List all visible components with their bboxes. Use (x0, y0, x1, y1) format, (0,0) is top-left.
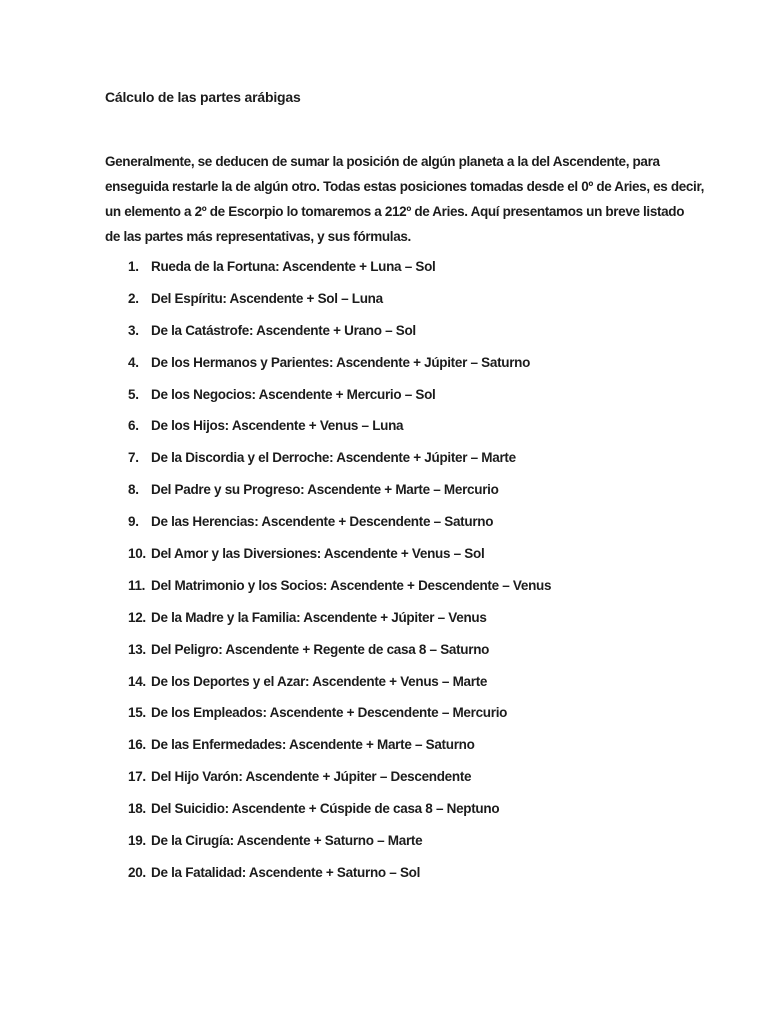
list-item (128, 736, 551, 768)
item-number: 8. (128, 482, 139, 498)
item-number: 9. (128, 514, 139, 530)
item-text: Del Peligro: Ascendente + Regente de casa 8 – Saturno (151, 641, 490, 657)
list-item (128, 386, 551, 418)
list-item (128, 641, 551, 673)
list-item (128, 609, 551, 641)
item-text: Del Matrimonio y los Socios: Ascendente + Descendente – Venus (151, 577, 552, 593)
item-text: De la Catástrofe: Ascendente + Urano – Sol (151, 322, 416, 338)
item-text: De los Hijos: Ascendente + Venus – Luna (151, 418, 404, 434)
item-text: De los Negocios: Ascendente + Mercurio – Sol (151, 386, 436, 402)
item-text: De la Madre y la Familia: Ascendente + Júpiter – Venus (151, 609, 487, 625)
list-item (128, 258, 551, 290)
item-number: 15. (128, 705, 146, 721)
document-title: Cálculo de las partes arábigas (105, 89, 301, 105)
item-text: De los Deportes y el Azar: Ascendente + Venus – Marte (151, 673, 488, 689)
item-number: 16. (128, 737, 146, 753)
list-item (128, 832, 551, 864)
intro-line: enseguida restarle la de algún otro. Todas estas posiciones tomadas desde el 0º de Aries, es decir, (105, 179, 705, 194)
intro-line: de las partes más representativas, y sus fórmulas. (105, 229, 411, 244)
list-item (128, 354, 551, 386)
item-number: 10. (128, 546, 146, 562)
list-item (128, 577, 551, 609)
list-item (128, 513, 551, 545)
item-text: De las Enfermedades: Ascendente + Marte – Saturno (151, 737, 475, 753)
list-item (128, 290, 551, 322)
item-text: De la Fatalidad: Ascendente + Saturno – Sol (151, 864, 421, 880)
intro-paragraph (105, 149, 704, 249)
item-text: Del Suicidio: Ascendente + Cúspide de casa 8 – Neptuno (151, 801, 500, 817)
list-item (128, 864, 551, 896)
list-item (128, 704, 551, 736)
intro-line: Generalmente, se deducen de sumar la posición de algún planeta a la del Ascendente, para (105, 154, 660, 169)
numbered-list (128, 258, 551, 896)
item-text: De la Discordia y el Derroche: Ascendente + Júpiter – Marte (151, 450, 516, 466)
list-item (128, 417, 551, 449)
list-item (128, 768, 551, 800)
item-number: 1. (128, 259, 139, 274)
item-number: 18. (128, 801, 146, 817)
item-text: Rueda de la Fortuna: Ascendente + Luna – Sol (151, 259, 436, 274)
item-number: 19. (128, 833, 146, 849)
item-text: Del Espíritu: Ascendente + Sol – Luna (151, 290, 383, 306)
list-item (128, 800, 551, 832)
list-item (128, 481, 551, 513)
item-number: 14. (128, 673, 146, 689)
item-number: 7. (128, 450, 139, 466)
item-text: De las Herencias: Ascendente + Descendente – Saturno (151, 514, 494, 530)
item-number: 5. (128, 386, 139, 402)
list-item (128, 673, 551, 705)
item-text: Del Amor y las Diversiones: Ascendente + Venus – Sol (151, 546, 485, 562)
item-number: 11. (128, 577, 146, 593)
list-item (128, 322, 551, 354)
item-number: 3. (128, 322, 139, 338)
item-text: Del Padre y su Progreso: Ascendente + Marte – Mercurio (151, 482, 499, 498)
list-item (128, 449, 551, 481)
intro-line: un elemento a 2º de Escorpio lo tomaremos a 212º de Aries. Aquí presentamos un breve listado (105, 204, 685, 219)
item-text: De los Hermanos y Parientes: Ascendente + Júpiter – Saturno (151, 354, 531, 370)
item-number: 12. (128, 609, 146, 625)
item-number: 2. (128, 290, 139, 306)
item-number: 17. (128, 769, 146, 785)
item-number: 4. (128, 354, 139, 370)
item-text: Del Hijo Varón: Ascendente + Júpiter – Descendente (151, 769, 472, 785)
list-item (128, 545, 551, 577)
item-number: 13. (128, 641, 146, 657)
item-number: 6. (128, 418, 139, 434)
item-text: De la Cirugía: Ascendente + Saturno – Marte (151, 833, 423, 849)
item-text: De los Empleados: Ascendente + Descendente – Mercurio (151, 705, 508, 721)
item-number: 20. (128, 864, 146, 880)
